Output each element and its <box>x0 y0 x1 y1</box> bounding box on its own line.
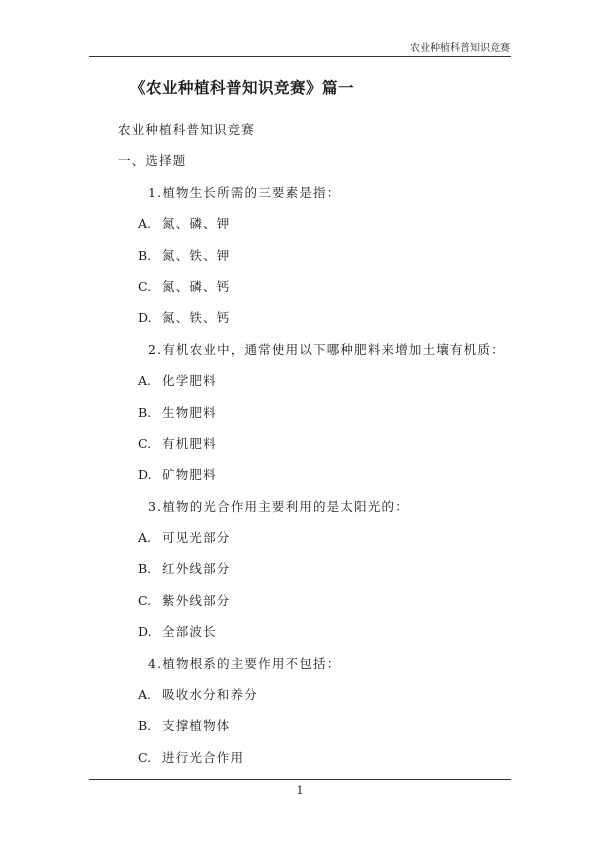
option-letter: A. <box>138 687 152 703</box>
option-letter: D. <box>138 310 152 326</box>
question-2-option-a <box>0 370 600 401</box>
document-body <box>0 119 600 778</box>
option-letter: C. <box>138 749 152 765</box>
question-4-option-a <box>0 684 600 715</box>
document-title: 《农业种植科普知识竞赛》篇一 <box>130 79 355 97</box>
option-letter: B. <box>138 404 152 420</box>
question-2: 2.有机农业中，通常使用以下哪种肥料来增加土壤有机质： <box>148 341 505 357</box>
option-letter: C. <box>138 435 152 451</box>
question-1-option-a <box>0 213 600 244</box>
question-1-option-c <box>0 276 600 307</box>
question-3: 3.植物的光合作用主要利用的是太阳光的： <box>148 498 409 514</box>
option-letter: D. <box>138 467 152 483</box>
question-2-option-c <box>0 433 600 464</box>
question-4: 4.植物根系的主要作用不包括： <box>148 655 341 671</box>
question-3-option-c <box>0 590 600 621</box>
question-4-option-b <box>0 715 600 746</box>
question-1: 1.植物生长所需的三要素是指： <box>148 184 341 200</box>
option-text: 生物肥料 <box>162 404 217 420</box>
option-letter: A. <box>138 373 152 389</box>
option-text: 全部波长 <box>162 624 217 640</box>
option-letter: D. <box>138 624 152 640</box>
page-number: 1 <box>296 784 304 797</box>
option-text: 矿物肥料 <box>162 467 217 483</box>
question-1-option-d <box>0 307 600 338</box>
question-2-option-d <box>0 464 600 495</box>
question-3-option-d <box>0 621 600 652</box>
option-text: 吸收水分和养分 <box>162 687 258 703</box>
option-text: 可见光部分 <box>162 530 231 546</box>
header-divider <box>89 56 511 57</box>
option-letter: C. <box>138 278 152 294</box>
option-text: 红外线部分 <box>162 561 231 577</box>
running-header: 农业种植科普知识竞赛 <box>410 43 510 54</box>
option-text: 氮、磷、钙 <box>162 278 231 294</box>
footer-divider <box>89 779 511 780</box>
question-4-option-c <box>0 747 600 778</box>
option-letter: B. <box>138 718 152 734</box>
option-text: 进行光合作用 <box>162 749 245 765</box>
option-text: 氮、铁、钾 <box>162 247 231 263</box>
question-3-option-a <box>0 527 600 558</box>
section-heading: 一、选择题 <box>118 153 187 169</box>
option-letter: A. <box>138 530 152 546</box>
option-text: 支撑植物体 <box>162 718 231 734</box>
option-letter: B. <box>138 247 152 263</box>
option-text: 有机肥料 <box>162 435 217 451</box>
question-3-option-b <box>0 558 600 589</box>
option-text: 氮、铁、钙 <box>162 310 231 326</box>
option-text: 紫外线部分 <box>162 592 231 608</box>
question-1-option-b <box>0 245 600 276</box>
option-letter: A. <box>138 216 152 232</box>
option-text: 化学肥料 <box>162 373 217 389</box>
option-letter: C. <box>138 592 152 608</box>
option-text: 氮、磷、钾 <box>162 216 231 232</box>
option-letter: B. <box>138 561 152 577</box>
subtitle: 农业种植科普知识竞赛 <box>118 122 256 137</box>
question-2-option-b <box>0 402 600 433</box>
